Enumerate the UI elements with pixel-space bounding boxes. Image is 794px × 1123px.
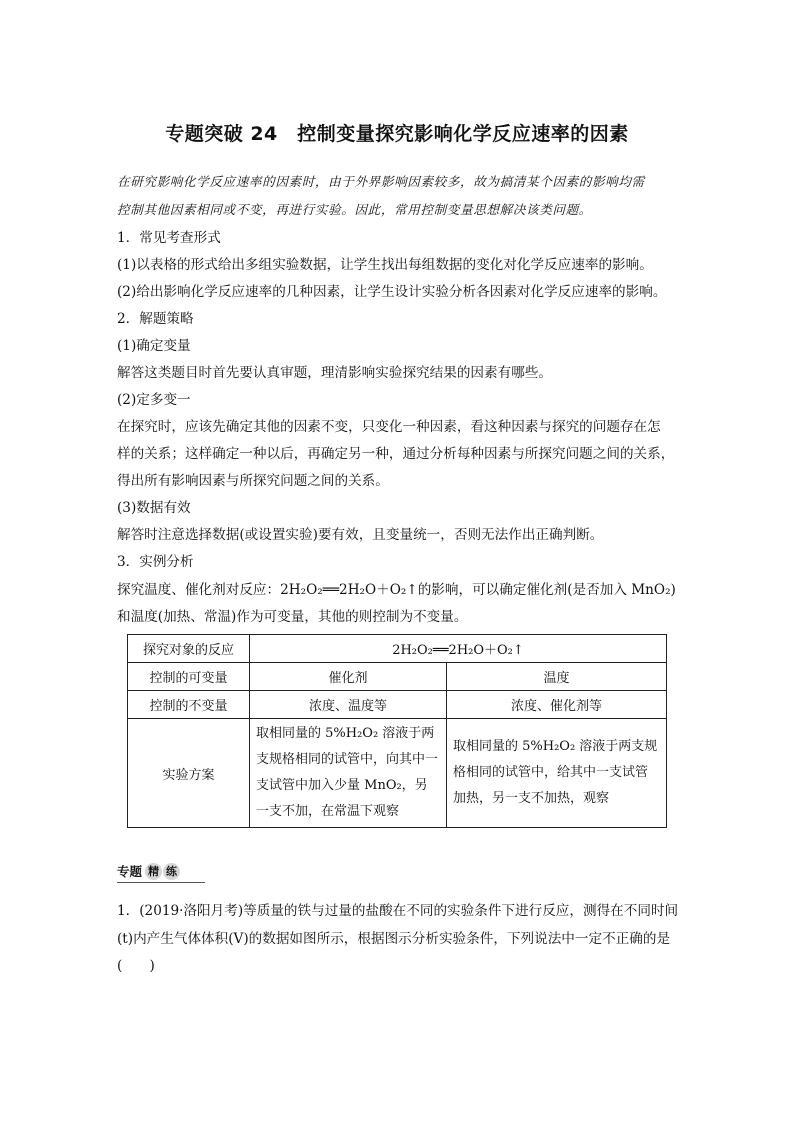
section-3-text-b: 的影响，可以确定催化剂(是否加入 MnO₂) xyxy=(417,582,676,598)
table-row xyxy=(128,691,667,719)
section-2-sub-3-title: (3)数据有效 xyxy=(117,500,191,516)
section-2-heading: 2．解题策略 xyxy=(117,311,194,327)
table-cell: 浓度、催化剂等 xyxy=(447,691,667,719)
question-1-line-2: (t)内产生气体体积(V)的数据如图所示，根据图示分析实验条件，下列说法中一定不正确的是 xyxy=(117,931,671,947)
page-title: 专题突破 24 控制变量探究影响化学反应速率的因素 xyxy=(165,123,629,145)
table-cell-plan-catalyst: 取相同量的 5%H₂O₂ 溶液于两支规格相同的试管中，向其中一支试管中加入少量 MnO₂，另一支不加，在常温下观察 xyxy=(250,719,447,828)
table-cell: 温度 xyxy=(447,663,667,691)
practice-badge-underline xyxy=(117,882,205,883)
practice-badge-char-2: 练 xyxy=(163,863,180,880)
question-1-line-1: 1．(2019·洛阳月考)等质量的铁与过量的盐酸在不同的实验条件下进行反应，测得在不同时间 xyxy=(117,903,679,919)
table-cell-label: 控制的不变量 xyxy=(128,691,250,719)
section-3-text-2: 和温度(加热、常温)作为可变量，其他的则控制为不变量。 xyxy=(117,609,468,625)
section-2-sub-3-text: 解答时注意选择数据(或设置实验)要有效，且变量统一，否则无法作出正确判断。 xyxy=(117,527,604,543)
table-cell: 浓度、温度等 xyxy=(250,691,447,719)
table-cell-label: 探究对象的反应 xyxy=(128,635,250,663)
question-1-answer-blank: ( ) xyxy=(117,958,155,974)
section-1-item-2: (2)给出影响化学反应速率的几种因素，让学生设计实验分析各因素对化学反应速率的影响。 xyxy=(117,284,667,300)
table-cell-label: 实验方案 xyxy=(128,719,250,828)
table-cell-plan-temperature: 取相同量的 5%H₂O₂ 溶液于两支规格相同的试管中，给其中一支试管加热，另一支不加热，观察 xyxy=(447,719,667,828)
section-3-text-1 xyxy=(117,581,676,599)
practice-badge xyxy=(117,860,180,882)
section-3-text-a: 探究温度、催化剂对反应： xyxy=(117,582,281,598)
table-cell: 催化剂 xyxy=(250,663,447,691)
section-2-sub-2-title: (2)定多变一 xyxy=(117,392,191,408)
section-3-heading: 3．实例分析 xyxy=(117,554,194,570)
table-row xyxy=(128,635,667,663)
section-2-sub-1-title: (1)确定变量 xyxy=(117,338,191,354)
table-row xyxy=(128,719,667,828)
section-2-sub-2-text-2: 样的关系；这样确定一种以后，再确定另一种，通过分析每种因素与所探究问题之间的关系， xyxy=(117,446,675,462)
section-2-sub-2-text-1: 在探究时，应该先确定其他的因素不变，只变化一种因素，看这种因素与探究的问题存在怎 xyxy=(117,419,661,435)
table-cell-label: 控制的可变量 xyxy=(128,663,250,691)
section-2-sub-2-text-3: 得出所有影响因素与所探究问题之间的关系。 xyxy=(117,473,389,489)
table-row xyxy=(128,663,667,691)
table-cell-reaction: 2H₂O₂══2H₂O＋O₂↑ xyxy=(250,635,667,663)
intro-line-1: 在研究影响化学反应速率的因素时，由于外界影响因素较多，故为搞清某个因素的影响均需 xyxy=(117,174,645,189)
practice-badge-char-1: 精 xyxy=(145,863,162,880)
practice-badge-prefix: 专题 xyxy=(117,864,143,879)
section-2-sub-1-text: 解答这类题目时首先要认真审题，理清影响实验探究结果的因素有哪些。 xyxy=(117,365,552,381)
section-1-heading: 1．常见考查形式 xyxy=(117,230,221,246)
intro-line-2: 控制其他因素相同或不变，再进行实验。因此，常用控制变量思想解决该类问题。 xyxy=(117,202,592,217)
section-3-reaction: 2H₂O₂══2H₂O＋O₂↑ xyxy=(280,582,418,598)
experiment-table xyxy=(127,634,667,828)
section-1-item-1: (1)以表格的形式给出多组实验数据，让学生找出每组数据的变化对化学反应速率的影响。 xyxy=(117,257,653,273)
